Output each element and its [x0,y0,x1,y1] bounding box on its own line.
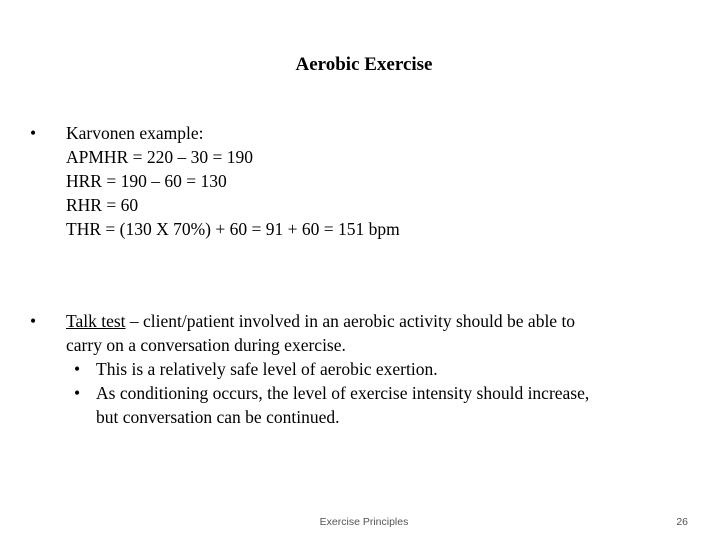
karvonen-heading-row [30,121,690,145]
talk-test-row [30,309,690,333]
talk-test-term: Talk test [66,311,126,331]
talk-test-description-cont: carry on a conversation during exercise. [66,335,346,355]
sub-list-item [30,357,690,381]
talk-test-sub-list [30,357,690,429]
talk-test-bullet [30,309,690,429]
karvonen-bullet [30,121,690,241]
talk-test-description: – client/patient involved in an aerobic activity should be able to [125,311,576,331]
sub-item-text: This is a relatively safe level of aerobic exertion. [96,359,438,379]
sub-bullet-marker: • [74,359,81,379]
karvonen-line-hrr: HRR = 190 – 60 = 130 [66,171,227,191]
karvonen-heading: Karvonen example: [66,123,204,143]
footer-title: Exercise Principles [319,516,409,528]
bullet-marker: • [30,311,37,331]
karvonen-line-rhr: RHR = 60 [66,195,139,215]
sub-list-item-cont: but conversation can be continued. [96,407,340,427]
karvonen-line-apmhr: APMHR = 220 – 30 = 190 [66,147,253,167]
bullet-marker: • [30,123,37,143]
sub-bullet-marker: • [74,383,81,403]
slide-title: Aerobic Exercise [295,54,433,75]
sub-list-item [30,381,690,405]
sub-item-text: As conditioning occurs, the level of exercise intensity should increase, [96,383,590,403]
karvonen-line-thr: THR = (130 X 70%) + 60 = 91 + 60 = 151 bpm [66,219,400,239]
page-number: 26 [676,516,688,528]
